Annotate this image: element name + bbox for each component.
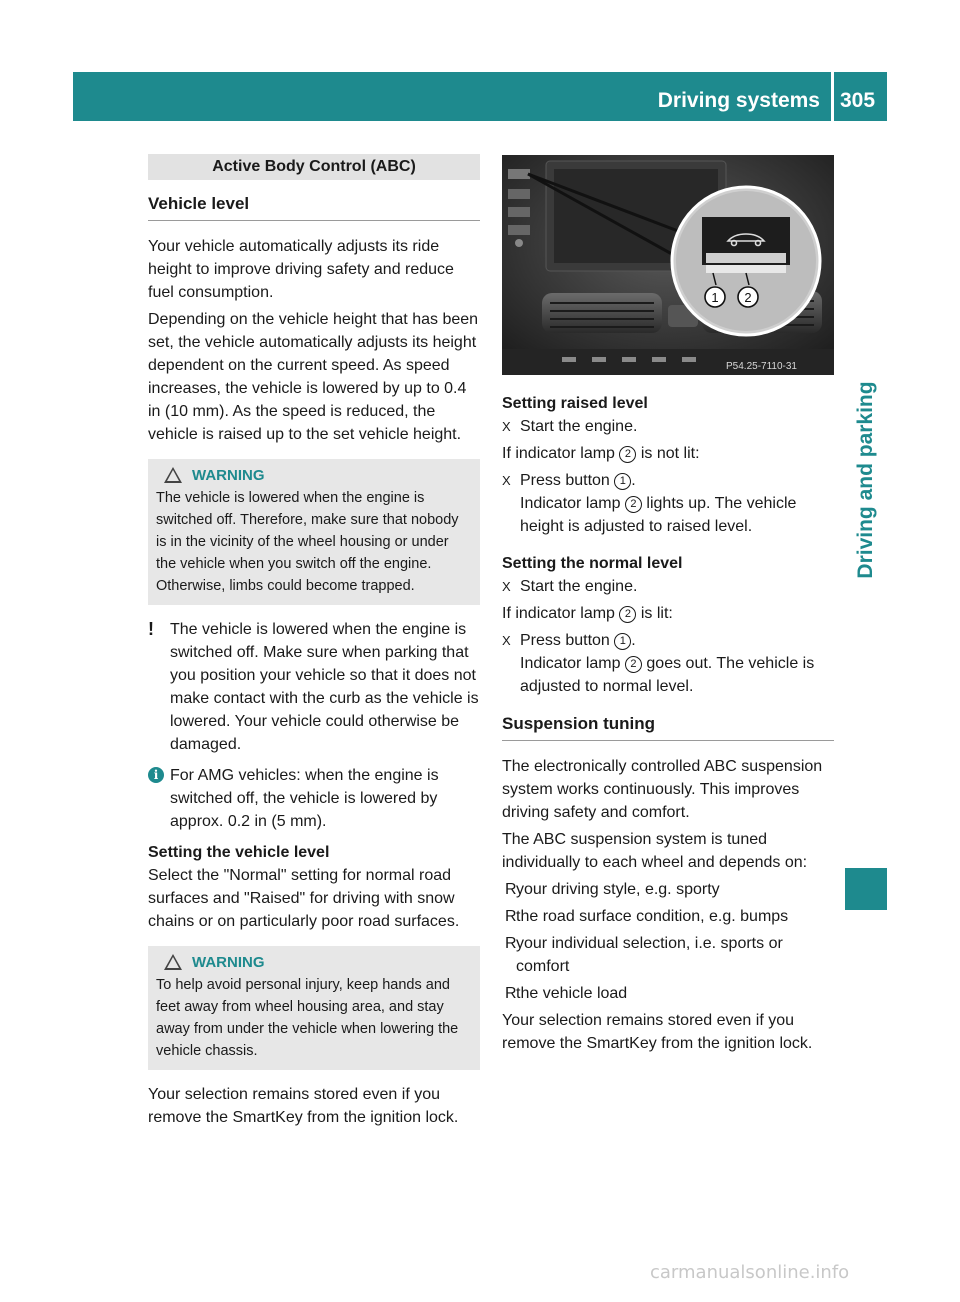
page-number: 305: [840, 89, 876, 112]
step: [502, 575, 834, 598]
condition: [502, 602, 834, 625]
condition: [502, 442, 834, 465]
step-arrow-icon: X: [502, 579, 511, 594]
heading-setting-normal-level: Setting the normal level: [502, 555, 683, 572]
callout-1-label: 1: [711, 290, 719, 305]
list-item: [502, 905, 834, 928]
list-item-text: the vehicle load: [516, 985, 628, 1002]
paragraph: Your selection remains stored even if you remove the SmartKey from the ignition lock.: [502, 1012, 813, 1052]
bullet-icon: R: [505, 908, 517, 925]
dashboard-photo: [502, 155, 834, 375]
step-arrow-icon: X: [502, 473, 511, 488]
list-item: [502, 932, 834, 978]
header-title: Driving systems: [657, 89, 820, 112]
left-column: [148, 154, 480, 1133]
circled-2-icon: 2: [619, 446, 636, 463]
condition-text: is lit:: [640, 605, 673, 622]
condition-text: If indicator lamp: [502, 605, 615, 622]
step: [502, 469, 834, 538]
circled-2-icon: 2: [625, 656, 642, 673]
info-icon: i: [148, 767, 164, 783]
list-item-text: your driving style, e.g. sporty: [516, 881, 720, 898]
paragraph: Your selection remains stored even if you remove the SmartKey from the ignition lock.: [148, 1086, 459, 1126]
step: [502, 415, 834, 438]
warning-title: [192, 952, 472, 974]
info-note: [148, 764, 480, 833]
heading-setting-vehicle-level: Setting the vehicle level: [148, 844, 330, 861]
paragraph: Depending on the vehicle height that has been set, the vehicle automatically adjusts its height dependent on the current speed. As speed increases, the vehicle is lowered by up to 0.4 in (10 mm). As the speed is reduced, the vehicle is raised up to the set vehicle height.: [148, 311, 479, 443]
warning-title-text: WARNING: [192, 954, 265, 971]
heading-vehicle-level: Vehicle level: [148, 192, 480, 221]
side-tab-block: [845, 868, 887, 910]
step-text: Press button: [520, 472, 610, 489]
list-item: [502, 982, 834, 1005]
exclamation-icon: !: [148, 619, 154, 639]
dashboard-illustration: [502, 155, 834, 375]
condition-text: If indicator lamp: [502, 445, 615, 462]
warning-text: The vehicle is lowered when the engine is switched off. Therefore, make sure that nobody is in the vicinity of the wheel housing or under the vehicle when you switch off the engine. Otherwise, limbs could become trapped.: [156, 490, 459, 594]
side-tab-label: Driving and parking: [854, 381, 877, 579]
warning-box: [148, 946, 480, 1070]
callout-2-label: 2: [744, 290, 752, 305]
paragraph: Select the "Normal" setting for normal road surfaces and "Raised" for driving with snow chains or on particularly poor road surfaces.: [148, 867, 460, 930]
header-divider: [831, 72, 834, 121]
bullet-icon: R: [505, 985, 517, 1002]
step-text: Press button: [520, 632, 610, 649]
bullet-icon: R: [505, 935, 517, 952]
step: [502, 629, 834, 698]
right-column: [502, 392, 834, 1059]
heading-suspension-tuning: Suspension tuning: [502, 712, 834, 741]
step-text: .: [631, 632, 636, 649]
warning-triangle-icon: [164, 467, 182, 483]
warning-text: To help avoid personal injury, keep hands and feet away from wheel housing area, and stay away from under the vehicle when lowering the vehicle chassis.: [156, 977, 459, 1059]
warning-title: [192, 465, 472, 487]
paragraph: The ABC suspension system is tuned individually to each wheel and depends on:: [502, 831, 808, 871]
condition-text: is not lit:: [640, 445, 700, 462]
warning-box: [148, 459, 480, 605]
watermark: carmanualsonline.info: [650, 1262, 850, 1283]
step-text: Start the engine.: [520, 418, 638, 435]
list-item-text: the road surface condition, e.g. bumps: [516, 908, 789, 925]
heading-setting-raised-level: Setting raised level: [502, 395, 648, 412]
section-title: Active Body Control (ABC): [148, 154, 480, 180]
result-text: goes out. The vehicle is adjusted to normal level.: [520, 655, 815, 695]
circled-2-icon: 2: [625, 496, 642, 513]
figure-code: P54.25-7110-31: [726, 361, 797, 372]
list-item: [502, 878, 834, 901]
list-item-text: your individual selection, i.e. sports or comfort: [516, 935, 783, 975]
step-text: Start the engine.: [520, 578, 638, 595]
notice-text: The vehicle is lowered when the engine is switched off. Make sure when parking that you position your vehicle so that it does not make contact with the curb as the vehicle is lowered. Your vehicle could otherwise be damaged.: [170, 621, 479, 753]
result-text: lights up. The vehicle height is adjusted to raised level.: [520, 495, 797, 535]
bullet-icon: R: [505, 881, 517, 898]
info-text: For AMG vehicles: when the engine is switched off, the vehicle is lowered by approx. 0.2 in (5 mm).: [170, 767, 439, 830]
step-text: .: [631, 472, 636, 489]
result-text: Indicator lamp: [520, 495, 621, 512]
result-text: Indicator lamp: [520, 655, 621, 672]
warning-triangle-icon: [164, 954, 182, 970]
paragraph: The electronically controlled ABC suspension system works continuously. This improves driving safety and comfort.: [502, 758, 823, 821]
warning-title-text: WARNING: [192, 467, 265, 484]
paragraph: Your vehicle automatically adjusts its ride height to improve driving safety and reduce fuel consumption.: [148, 238, 454, 301]
circled-1-icon: 1: [614, 473, 631, 490]
step-arrow-icon: X: [502, 419, 511, 434]
circled-1-icon: 1: [614, 633, 631, 650]
step-arrow-icon: X: [502, 633, 511, 648]
notice: [148, 618, 480, 756]
circled-2-icon: 2: [619, 606, 636, 623]
